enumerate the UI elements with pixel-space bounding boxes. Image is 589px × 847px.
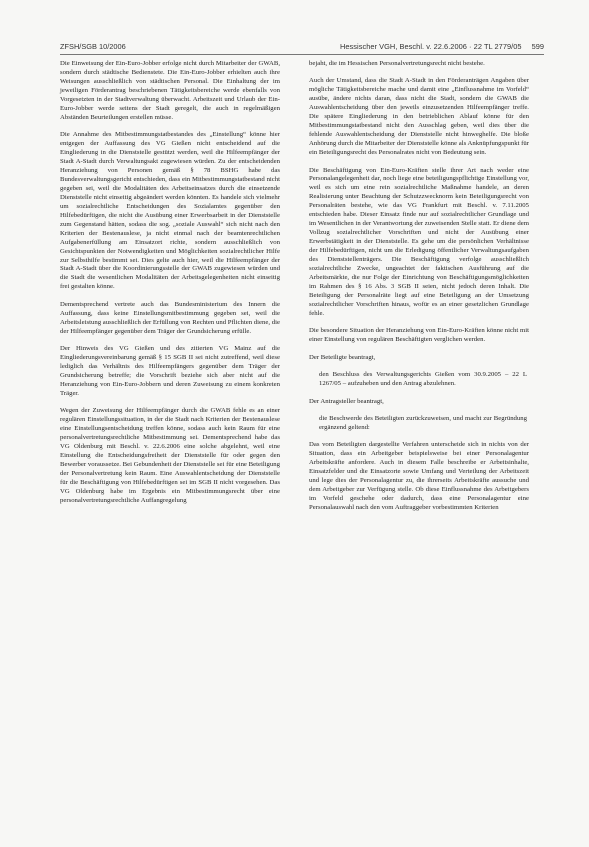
paragraph: Der Beteiligte beantragt,: [309, 353, 376, 361]
left-column: [60, 60, 280, 514]
motion-text: den Beschluss des Verwaltungsgerichts Gießen vom 30.9.2005 – 22 L 1267/05 – aufzuheben und den Antrag abzulehnen.: [319, 371, 527, 388]
paragraph: Die besondere Situation der Heranziehung von Ein-Euro-Kräften könne nicht mit einer Einstellung von regulären Beschäftigten verglichen werden.: [309, 327, 529, 344]
running-header: [60, 42, 544, 55]
paragraph: bejaht, die im Hessischen Personalvertretungsrecht nicht bestehe.: [309, 60, 485, 67]
paragraph: Die Einweisung der Ein-Euro-Jobber erfolge nicht durch Mitarbeiter der GWAB, sondern durch städtische Bedienstete. Die Ein-Euro-Jobber erhielten auch ihre Weisungen ausschließlich von städtischen Personal. Die Einhaltung der im jeweiligen Förderantrag beschriebenen Tätigkeitsbereiche werde ebenfalls von Vorgesetzten in der Stadtverwaltung überwacht. Arbeitszeit und Urlaub der Ein-Euro-Jobber werde seitens der Stadt geregelt, die auch in regelmäßigen Abständen Beurteilungen erstellen müsse.: [60, 60, 280, 121]
paragraph: Der Antragsteller beantragt,: [309, 397, 384, 405]
motion-text: die Beschwerde des Beteiligten zurückzuweisen, und macht zur Begründung ergänzend geltend:: [319, 414, 527, 431]
right-column: [309, 60, 529, 521]
case-citation: Hessischer VGH, Beschl. v. 22.6.2006 · 22 TL 2779/05: [340, 42, 522, 51]
page-number: 599: [531, 42, 544, 51]
paragraph: Auch der Umstand, dass die Stadt A-Stadt in den Förderanträgen Angaben über mögliche Tätigkeitsbereiche mache und damit eine „Einflussnahme im Vorfeld“ ausübe, ändere nichts daran, dass nicht die Stadt, sondern die GWAB die Auswahlentscheidung über den jeweils einzusetzenden Hilfeempfänger treffe. Die spätere Eingliederung in den betrieblichen Ablauf könne für den Mitbestimmungstatbestand nicht den Ausschlag geben, weil dies über die fehlende Auswahlentscheidung der Dienststelle nicht hinweghelfe. Die bloße Anhörung durch die Mitarbeiter der Dienststelle könne als Anknüpfungspunkt für ein Beteiligungsrecht des Personalrates nicht von Bedeutung sein.: [309, 77, 529, 157]
journal-reference: ZFSH/SGB 10/2006: [60, 42, 126, 51]
paragraph: Das vom Beteiligten dargestellte Verfahren unterscheide sich in nichts von der Situation, dass ein Arbeitgeber beispielsweise bei einer Personalagentur Arbeitskräfte anfordere. Auch in diesem Falle beschreibe er Arbeitsinhalte, Einsatzfelder und die Einsatzorte sowie Umfang und Verteilung der Arbeitszeit und lege dies der Personalagentur zu, die ihrerseits Arbeitskräfte aussuche und dem Arbeitgeber zur Verfügung stelle. Ob diese Einflussnahme des Arbeitgebers im Vorfeld geschehe oder dadurch, dass eine Personalagentur eine Personalauswahl nach den vom Auftraggeber vorbestimmten Kriterien: [309, 441, 529, 512]
paragraph: Der Hinweis des VG Gießen und des zitierten VG Mainz auf die Eingliederungsvereinbarung gemäß § 15 SGB II sei nicht zutreffend, weil diese lediglich das Verhältnis des Hilfeempfängers gegenüber dem Träger der Grundsicherung betreffe; die Vorschrift beziehe sich aber nicht auf die Heranziehung von Ein-Euro-Jobbern und deren Zuweisung zu einem konkreten Träger.: [60, 345, 280, 397]
paragraph: Dementsprechend vertrete auch das Bundesministerium des Innern die Auffassung, dass keine Einstellungsmitbestimmung gegeben sei, weil die Arbeitsleistung ausschließlich der Erfüllung von Rechten und Pflichten diene, die der Hilfeempfänger gegenüber dem Träger der Grundsicherung erfülle.: [60, 300, 280, 335]
paragraph: Die Annahme des Mitbestimmungstatbestandes des „Einstellung“ könne hier entgegen der Auffassung des VG Gießen nicht entscheidend auf die Eingliederung in die Dienststelle gestützt werden, weil die Hilfeempfänger der Stadt A-Stadt durch Verwaltungsakt zugewiesen würden. Zu der entscheidenden Heranziehung von Personen gemäß § 78 BSHG habe das Bundesverwaltungsgericht entschieden, dass ein Mitbestimmungstatbestand nicht gegeben sei, weil die Modalitäten des Arbeitseinsatzes durch die einsetzende Dienststelle nicht einseitig abgeändert werden könnten. Es handele sich vielmehr um sozialrechtliche Entscheidungen des Sozialamtes gegenüber den Hilfebedürftigen, die nicht die Ausübung einer Erwerbsarbeit in der Dienststelle zum Gegenstand hätten, sodass die sog. „soziale Auswahl“ sich nicht nach den Kriterien der Bestenauslese, ja nicht einmal nach der beamtenrechtlichen Aufgabenerfüllung am Einsatzort richte, sondern ausschließlich von Gesichtspunkten der Notwendigkeiten und Möglichkeiten sozialrechtlicher Hilfe zur Selbsthilfe bestimmt sei. Dies gelte auch hier, weil die Hilfeempfänger der Stadt A-Stadt über die Koordinierungsstelle der GWAB zugewiesen würden und die Stadt die wesentlichen Modalitäten der Arbeitsgelegenheiten nicht einseitig frei gestalten könne.: [60, 131, 280, 291]
paragraph: Die Beschäftigung von Ein-Euro-Kräften stelle ihrer Art nach weder eine Personalangelegenheit dar, noch liege eine beteiligungspflichtige Einstellung vor, weil es sich um eine rein sozialrechtliche Maßnahme handele, an deren Realisierung unter Beachtung der Schutzzwecknorm kein Beteiligungsrecht von Personalräten bestehe, wie das VG Frankfurt mit Beschl. v. 7.11.2005 entschieden habe. Dieser Einsatz finde nur auf sozialrechtlicher Grundlage und im Wesentlichen in der Verantwortung der zuweisenden Stelle statt. Er diene dem Vollzug sozialrechtlicher Vorschriften und nicht der Ausübung einer Erwerbstätigkeit in der Dienststelle. Es gehe um die persönlichen Verhältnisse der Hilfebedürftigen, nicht um die Erledigung öffentlicher Verwaltungsaufgaben des Dienststellenträgers. Die Beschäftigung verfolge ausschließlich sozialrechtliche Zwecke, ungeachtet der faktischen Ausführung auf die Arbeitsmärkte, die nur Folge der Einrichtung von Beschäftigungsmöglichkeiten im Rahmen des § 16 Abs. 3 SGB II seien, nicht jedoch deren Inhalt. Die Beteiligung der Personalräte liegt auf eine Beteiligung an der Umsetzung sozialrechtlicher Vorschriften hinaus, wofür es an einer gesetzlichen Grundlage fehle.: [309, 166, 529, 317]
paragraph: Wegen der Zuweisung der Hilfeempfänger durch die GWAB fehle es an einer regulären Einstellungssituation, in der die Stadt nach Kriterien der Bestenauslese eine Einstellungsentscheidung treffen könne, sodass auch kein Raum für eine personalvertretungsrechtliche Mitbestimmung sei. Dementsprechend habe das VG Oldenburg mit Beschl. v. 22.6.2006 eine solche abgelehnt, weil eine Einstellung die Entscheidungsfreiheit der Dienststelle für oder gegen den Bewerber voraussetze. Bei Gebundenheit der Dienststelle sei für eine Beteiligung der Personalvertretung kein Raum. Eine Auswahlentscheidung der Dienststelle für die Beschäftigung von Hilfebedürftigen sei im SGB II nicht vorgesehen. Das VG Oldenburg habe im Ergebnis ein Mitbestimmungsrecht über eine personalvertretungsrechtliche Auffangregelung: [60, 407, 280, 504]
